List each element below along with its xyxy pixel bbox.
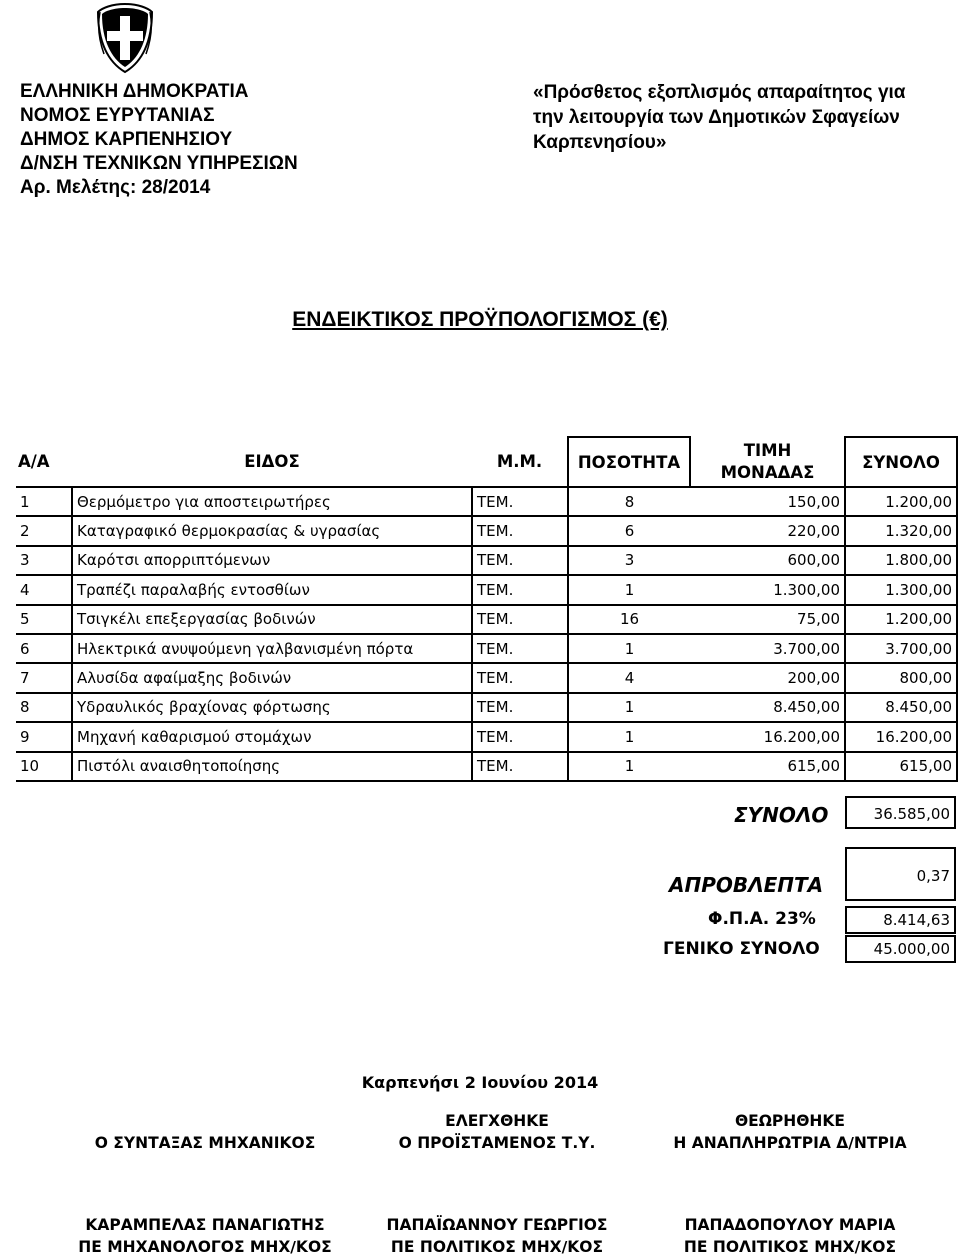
issuer-line: ΝΟΜΟΣ ΕΥΡΥΤΑΝΙΑΣ bbox=[20, 105, 215, 126]
row-item: Πιστόλι αναισθητοποίησης bbox=[72, 752, 472, 781]
table-row bbox=[16, 752, 957, 781]
budget-table bbox=[16, 436, 958, 782]
row-aa: 7 bbox=[16, 663, 72, 692]
grand-total-value: 45.000,00 bbox=[845, 935, 956, 963]
row-aa: 1 bbox=[16, 487, 72, 516]
row-total: 1.320,00 bbox=[845, 516, 957, 545]
header-unit: Μ.Μ. bbox=[472, 437, 568, 487]
vat-value: 8.414,63 bbox=[845, 906, 956, 934]
row-total: 1.800,00 bbox=[845, 546, 957, 575]
signature-name: ΠΑΠΑΔΟΠΟΥΛΟΥ ΜΑΡΙΑ bbox=[684, 1216, 896, 1234]
row-quantity: 6 bbox=[568, 516, 690, 545]
row-unit: ΤΕΜ. bbox=[472, 575, 568, 604]
row-item: Καρότσι απορριπτόμενων bbox=[72, 546, 472, 575]
row-total: 615,00 bbox=[845, 752, 957, 781]
issuer-line: ΔΗΜΟΣ ΚΑΡΠΕΝΗΣΙΟΥ bbox=[20, 129, 233, 150]
signature-name: ΚΑΡΑΜΠΕΛΑΣ ΠΑΝΑΓΙΩΤΗΣ bbox=[85, 1216, 325, 1234]
row-quantity: 3 bbox=[568, 546, 690, 575]
row-total: 8.450,00 bbox=[845, 693, 957, 722]
signature-title: ΠΕ ΠΟΛΙΤΙΚΟΣ ΜΗΧ/ΚΟΣ bbox=[683, 1238, 897, 1256]
signature-role: Η ΑΝΑΠΛΗΡΩΤΡΙΑ Δ/ΝΤΡΙΑ bbox=[673, 1134, 907, 1152]
row-item: Ηλεκτρικά ανυψούμενη γαλβανισμένη πόρτα bbox=[72, 634, 472, 663]
row-unit-price: 150,00 bbox=[690, 487, 845, 516]
row-item: Καταγραφικό θερμοκρασίας & υγρασίας bbox=[72, 516, 472, 545]
signature-title: ΠΕ ΜΗΧΑΝΟΛΟΓΟΣ ΜΗΧ/ΚΟΣ bbox=[78, 1238, 332, 1256]
contingency-label: ΑΠΡΟΒΛΕΠΤΑ bbox=[669, 873, 824, 897]
signature-role-above: ΘΕΩΡΗΘΗΚΕ bbox=[734, 1112, 846, 1130]
project-title-block bbox=[533, 80, 905, 155]
row-item: Μηχανή καθαρισμού στομάχων bbox=[72, 722, 472, 751]
signature-checker bbox=[332, 1110, 662, 1258]
row-aa: 5 bbox=[16, 605, 72, 634]
table-row bbox=[16, 693, 957, 722]
row-unit: ΤΕΜ. bbox=[472, 634, 568, 663]
row-item: Αλυσίδα αφαίμαξης βοδινών bbox=[72, 663, 472, 692]
row-unit: ΤΕΜ. bbox=[472, 605, 568, 634]
row-quantity: 1 bbox=[568, 693, 690, 722]
signature-role: Ο ΣΥΝΤΑΞΑΣ ΜΗΧΑΝΙΚΟΣ bbox=[94, 1134, 316, 1152]
row-aa: 6 bbox=[16, 634, 72, 663]
issuer-line: ΕΛΛΗΝΙΚΗ ΔΗΜΟΚΡΑΤΙΑ bbox=[20, 81, 249, 102]
table-row bbox=[16, 634, 957, 663]
row-quantity: 1 bbox=[568, 634, 690, 663]
row-item: Τσιγκέλι επεξεργασίας βοδινών bbox=[72, 605, 472, 634]
header-unit-price-line: ΤΙΜΗ bbox=[743, 440, 792, 460]
table-row bbox=[16, 516, 957, 545]
header-aa: Α/Α bbox=[16, 437, 72, 487]
row-quantity: 8 bbox=[568, 487, 690, 516]
row-unit-price: 200,00 bbox=[690, 663, 845, 692]
contingency-value: 0,37 bbox=[845, 847, 956, 901]
row-unit: ΤΕΜ. bbox=[472, 546, 568, 575]
signature-role-above bbox=[40, 1110, 370, 1132]
header-item: ΕΙΔΟΣ bbox=[72, 437, 472, 487]
row-unit-price: 75,00 bbox=[690, 605, 845, 634]
row-unit-price: 600,00 bbox=[690, 546, 845, 575]
study-number: Αρ. Μελέτης: 28/2014 bbox=[20, 177, 211, 198]
header-unit-price bbox=[690, 437, 845, 487]
row-unit-price: 3.700,00 bbox=[690, 634, 845, 663]
row-unit: ΤΕΜ. bbox=[472, 663, 568, 692]
row-total: 1.200,00 bbox=[845, 605, 957, 634]
issuer-line: Δ/ΝΣΗ ΤΕΧΝΙΚΩΝ ΥΠΗΡΕΣΙΩΝ bbox=[20, 153, 298, 174]
signature-role: Ο ΠΡΟΪΣΤΑΜΕΝΟΣ Τ.Υ. bbox=[398, 1134, 596, 1152]
issuer-block bbox=[20, 80, 298, 200]
header-unit-price-line: ΜΟΝΑΔΑΣ bbox=[720, 462, 815, 482]
signature-title: ΠΕ ΠΟΛΙΤΙΚΟΣ ΜΗΧ/ΚΟΣ bbox=[390, 1238, 604, 1256]
row-unit: ΤΕΜ. bbox=[472, 516, 568, 545]
row-unit-price: 615,00 bbox=[690, 752, 845, 781]
project-title-line: Καρπενησίου» bbox=[533, 132, 667, 153]
signature-approver bbox=[625, 1110, 955, 1258]
subtotal-value: 36.585,00 bbox=[845, 796, 956, 829]
table-row bbox=[16, 487, 957, 516]
signature-name: ΠΑΠΑΪΩΑΝΝΟΥ ΓΕΩΡΓΙΟΣ bbox=[386, 1216, 608, 1234]
row-item: Τραπέζι παραλαβής εντοσθίων bbox=[72, 575, 472, 604]
row-unit: ΤΕΜ. bbox=[472, 722, 568, 751]
row-unit: ΤΕΜ. bbox=[472, 487, 568, 516]
page-title: ΕΝΔΕΙΚΤΙΚΟΣ ΠΡΟΫΠΟΛΟΓΙΣΜΟΣ (€) bbox=[292, 308, 668, 331]
table-row bbox=[16, 663, 957, 692]
row-total: 1.200,00 bbox=[845, 487, 957, 516]
row-aa: 3 bbox=[16, 546, 72, 575]
row-unit-price: 16.200,00 bbox=[690, 722, 845, 751]
row-item: Υδραυλικός βραχίονας φόρτωσης bbox=[72, 693, 472, 722]
signature-author bbox=[40, 1110, 370, 1258]
row-quantity: 1 bbox=[568, 722, 690, 751]
row-unit-price: 8.450,00 bbox=[690, 693, 845, 722]
vat-label: Φ.Π.Α. 23% bbox=[708, 909, 816, 929]
date-line: Καρπενήσι 2 Ιουνίου 2014 bbox=[361, 1073, 599, 1092]
row-aa: 4 bbox=[16, 575, 72, 604]
row-total: 800,00 bbox=[845, 663, 957, 692]
signature-role-above: ΕΛΕΓΧΘΗΚΕ bbox=[445, 1112, 549, 1130]
row-unit-price: 1.300,00 bbox=[690, 575, 845, 604]
row-quantity: 1 bbox=[568, 575, 690, 604]
project-title-line: την λειτουργία των Δημοτικών Σφαγείων bbox=[533, 107, 900, 128]
row-aa: 9 bbox=[16, 722, 72, 751]
row-unit: ΤΕΜ. bbox=[472, 752, 568, 781]
table-row bbox=[16, 722, 957, 751]
row-unit-price: 220,00 bbox=[690, 516, 845, 545]
row-aa: 8 bbox=[16, 693, 72, 722]
greek-coat-of-arms-icon bbox=[94, 2, 156, 74]
row-quantity: 1 bbox=[568, 752, 690, 781]
grand-total-label: ΓΕΝΙΚΟ ΣΥΝΟΛΟ bbox=[663, 939, 820, 959]
row-item: Θερμόμετρο για αποστειρωτήρες bbox=[72, 487, 472, 516]
row-total: 16.200,00 bbox=[845, 722, 957, 751]
table-row bbox=[16, 575, 957, 604]
row-unit: ΤΕΜ. bbox=[472, 693, 568, 722]
header-quantity: ΠΟΣΟΤΗΤΑ bbox=[568, 437, 690, 487]
row-total: 1.300,00 bbox=[845, 575, 957, 604]
project-title-line: «Πρόσθετος εξοπλισμός απαραίτητος για bbox=[533, 82, 906, 103]
table-row bbox=[16, 546, 957, 575]
row-quantity: 4 bbox=[568, 663, 690, 692]
table-row bbox=[16, 605, 957, 634]
row-aa: 2 bbox=[16, 516, 72, 545]
subtotal-label: ΣΥΝΟΛΟ bbox=[734, 803, 829, 827]
row-total: 3.700,00 bbox=[845, 634, 957, 663]
row-quantity: 16 bbox=[568, 605, 690, 634]
header-total: ΣΥΝΟΛΟ bbox=[845, 437, 957, 487]
row-aa: 10 bbox=[16, 752, 72, 781]
